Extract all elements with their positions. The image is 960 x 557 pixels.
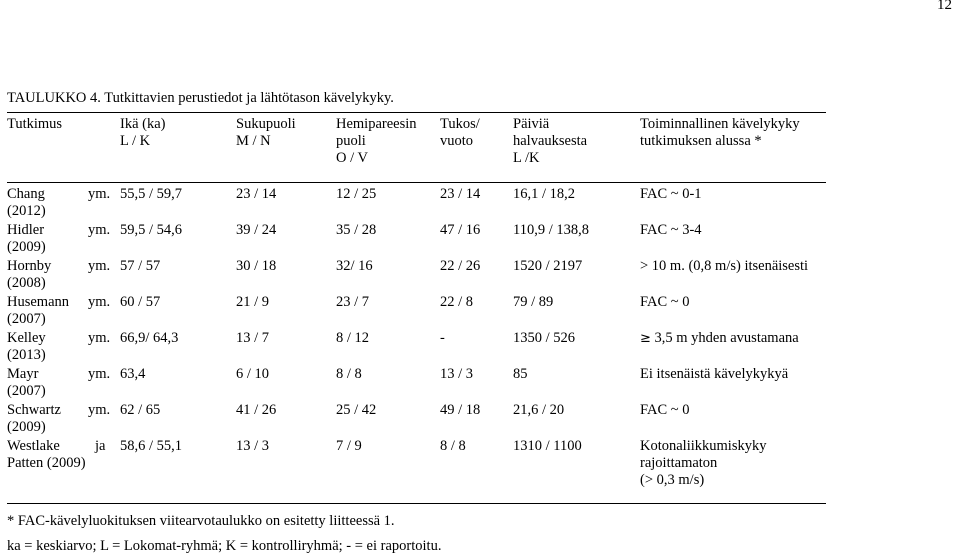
row-author: Chang	[7, 186, 45, 202]
header-paivia: Päiviä halvauksesta L /K	[513, 116, 588, 166]
row-etal: ym.	[88, 294, 111, 310]
row-author: Mayr	[7, 366, 39, 382]
row-etal: ym.	[88, 186, 111, 202]
header-bottom-rule	[7, 182, 826, 183]
cell-ika: 57 / 57	[120, 258, 161, 274]
cell-sukupuoli: 30 / 18	[236, 258, 277, 274]
cell-toiminnallinen: FAC ~ 0	[640, 294, 690, 310]
cell-paivia: 1520 / 2197	[513, 258, 583, 274]
cell-sukupuoli: 39 / 24	[236, 222, 277, 238]
row-author: Husemann	[7, 294, 70, 310]
cell-tukos: -	[440, 330, 445, 346]
cell-hemi: 7 / 9	[336, 438, 362, 454]
cell-hemi: 12 / 25	[336, 186, 377, 202]
row-year: (2012)	[7, 203, 46, 219]
row-author: Hornby	[7, 258, 52, 274]
cell-ika: 63,4	[120, 366, 146, 382]
header-ika: Ikä (ka) L / K	[120, 116, 166, 149]
cell-toiminnallinen: ≥ 3,5 m yhden avustamana	[640, 330, 799, 346]
cell-ika: 60 / 57	[120, 294, 161, 310]
row-author: Kelley	[7, 330, 46, 346]
cell-hemi: 8 / 12	[336, 330, 370, 346]
header-sukupuoli: Sukupuoli M / N	[236, 116, 296, 149]
footnote-abbreviations: ka = keskiarvo; L = Lokomat-ryhmä; K = kontrolliryhmä; - = ei raportoitu.	[7, 538, 442, 554]
cell-sukupuoli: 23 / 14	[236, 186, 277, 202]
cell-hemi: 8 / 8	[336, 366, 362, 382]
cell-paivia: 16,1 / 18,2	[513, 186, 576, 202]
row-year: (2008)	[7, 275, 46, 291]
cell-tukos: 22 / 26	[440, 258, 481, 274]
row-etal: ym.	[88, 366, 111, 382]
table-caption: TAULUKKO 4. Tutkittavien perustiedot ja lähtötason kävelykyky.	[7, 90, 394, 106]
table-bottom-rule	[7, 503, 826, 504]
footnote-fac: * FAC-kävelyluokituksen viitearvotaulukko on esitetty liitteessä 1.	[7, 513, 395, 529]
cell-sukupuoli: 21 / 9	[236, 294, 270, 310]
greater-equal-symbol: ≥	[640, 331, 651, 346]
header-tukos: Tukos/ vuoto	[440, 116, 480, 149]
row-etal: ja	[95, 438, 106, 454]
cell-toiminnallinen: FAC ~ 0-1	[640, 186, 702, 202]
table-top-rule	[7, 112, 826, 113]
header-toiminnallinen: Toiminnallinen kävelykyky tutkimuksen alussa *	[640, 116, 800, 149]
cell-toiminnallinen: Ei itsenäistä kävelykykyä	[640, 366, 789, 382]
cell-toiminnallinen: FAC ~ 3-4	[640, 222, 702, 238]
row-year: Patten (2009)	[7, 455, 86, 471]
row-year: (2013)	[7, 347, 46, 363]
page-number: 12	[937, 0, 952, 13]
cell-paivia: 110,9 / 138,8	[513, 222, 589, 238]
cell-toiminnallinen: > 10 m. (0,8 m/s) itsenäisesti	[640, 258, 809, 274]
row-author: Hidler	[7, 222, 45, 238]
cell-ika: 62 / 65	[120, 402, 161, 418]
cell-tukos: 8 / 8	[440, 438, 466, 454]
row-year: (2007)	[7, 383, 46, 399]
cell-hemi: 32/ 16	[336, 258, 373, 274]
header-hemipareesin: Hemipareesin puoli O / V	[336, 116, 417, 166]
cell-paivia: 21,6 / 20	[513, 402, 565, 418]
cell-paivia: 1350 / 526	[513, 330, 576, 346]
cell-ika: 55,5 / 59,7	[120, 186, 183, 202]
row-etal: ym.	[88, 258, 111, 274]
cell-ika: 66,9/ 64,3	[120, 330, 179, 346]
row-etal: ym.	[88, 330, 111, 346]
cell-paivia: 85	[513, 366, 528, 382]
cell-sukupuoli: 41 / 26	[236, 402, 277, 418]
row-etal: ym.	[88, 222, 111, 238]
cell-toiminnallinen: FAC ~ 0	[640, 402, 690, 418]
cell-paivia: 1310 / 1100	[513, 438, 582, 454]
cell-hemi: 23 / 7	[336, 294, 370, 310]
cell-sukupuoli: 13 / 3	[236, 438, 270, 454]
cell-ika: 59,5 / 54,6	[120, 222, 183, 238]
cell-ika: 58,6 / 55,1	[120, 438, 183, 454]
cell-paivia: 79 / 89	[513, 294, 554, 310]
cell-tukos: 47 / 16	[440, 222, 481, 238]
row-author: Schwartz	[7, 402, 61, 418]
row-year: (2009)	[7, 239, 46, 255]
cell-tukos: 23 / 14	[440, 186, 481, 202]
row-etal: ym.	[88, 402, 111, 418]
row-year: (2007)	[7, 311, 46, 327]
cell-toiminnallinen: Kotonaliikkumiskyky rajoittamaton (> 0,3 m/s)	[640, 438, 767, 488]
cell-sukupuoli: 13 / 7	[236, 330, 270, 346]
row-author: Westlake	[7, 438, 60, 454]
cell-tukos: 22 / 8	[440, 294, 474, 310]
row-year: (2009)	[7, 419, 46, 435]
cell-tukos: 13 / 3	[440, 366, 474, 382]
cell-sukupuoli: 6 / 10	[236, 366, 270, 382]
cell-hemi: 25 / 42	[336, 402, 377, 418]
header-tutkimus: Tutkimus	[7, 116, 63, 132]
cell-tukos: 49 / 18	[440, 402, 481, 418]
cell-hemi: 35 / 28	[336, 222, 377, 238]
